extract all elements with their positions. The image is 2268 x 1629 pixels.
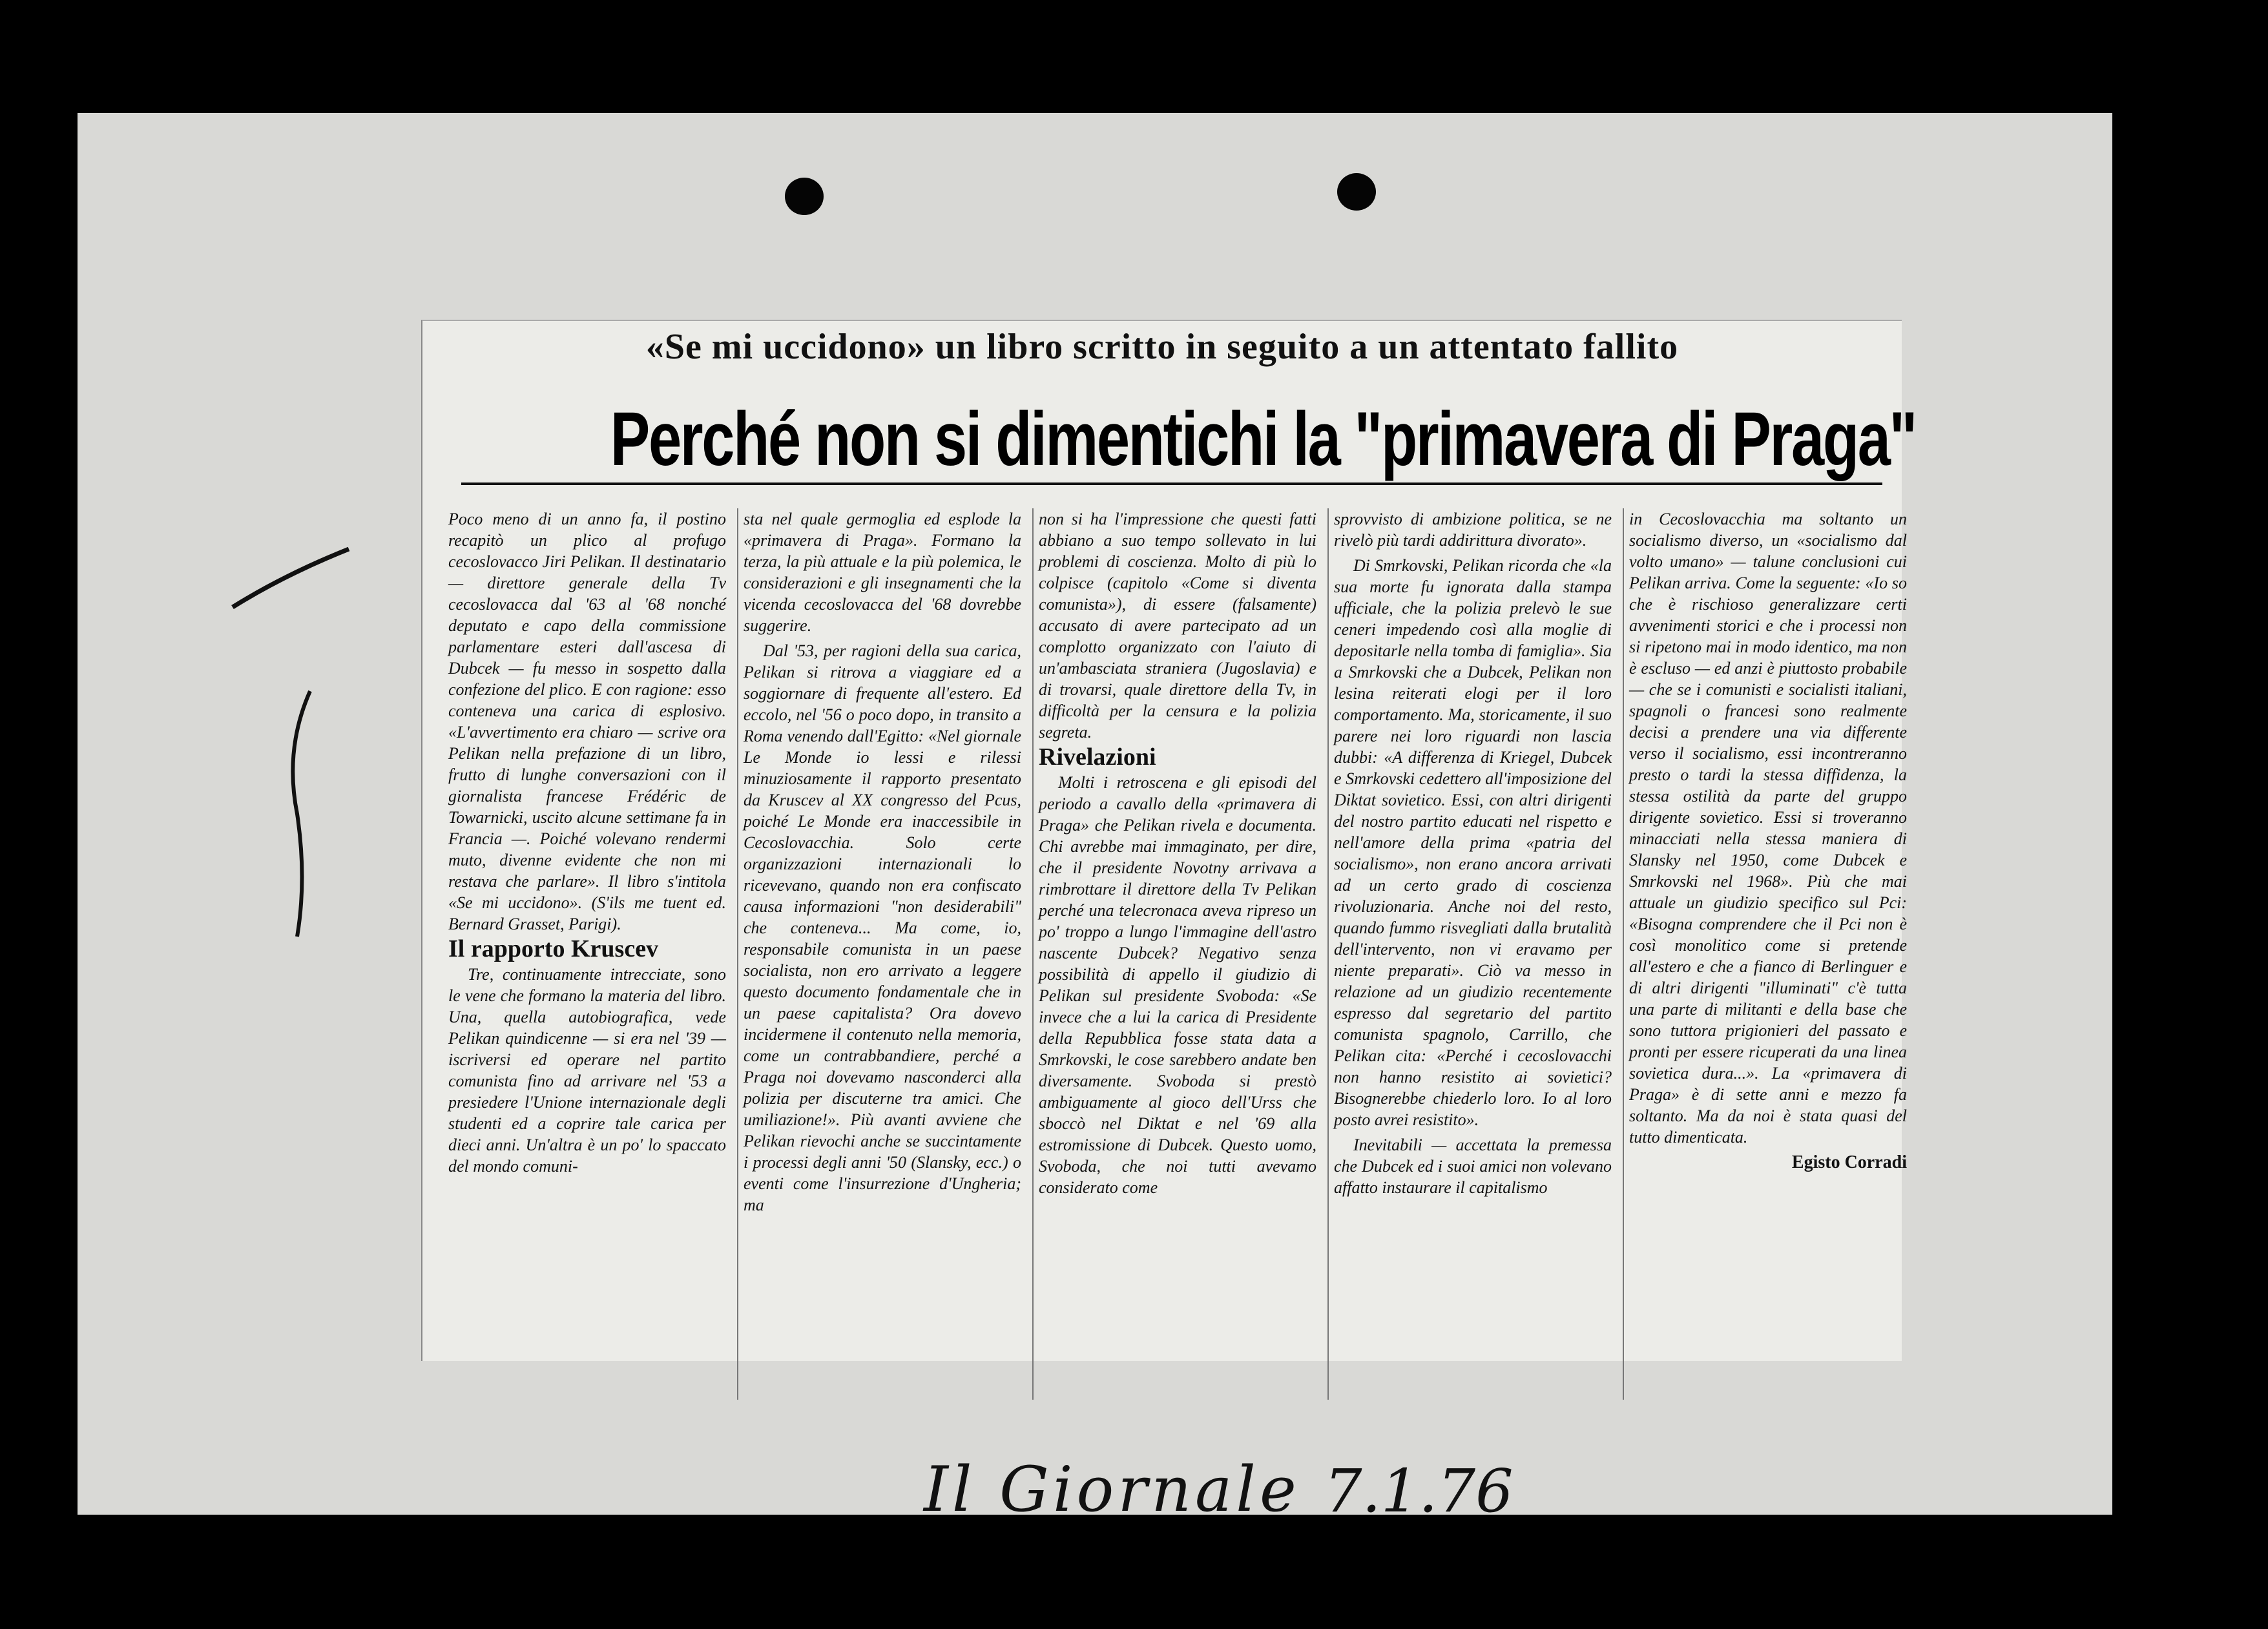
article-column-4 (1334, 508, 1612, 1202)
handwritten-date: 7.1.76 (1324, 1457, 1514, 1526)
article-column-1 (448, 508, 726, 1181)
subhead-rivelazioni: Rivelazioni (1039, 743, 1156, 771)
punch-hole-right (1337, 173, 1376, 211)
handwritten-source: Il Giornale (924, 1453, 1300, 1526)
article-headline: Perché non si dimentichi la "primavera di Praga" (610, 397, 1916, 482)
column-4-paragraph-3: Inevitabili — accettata la premessa che Dubcek ed i suoi amici non volevano affatto instaurare il capitalismo (1334, 1136, 1612, 1197)
column-divider-3 (1327, 508, 1329, 1400)
article-column-3 (1039, 508, 1316, 1202)
article-column-5 (1629, 508, 1907, 1177)
column-divider-1 (737, 508, 738, 1400)
column-2-paragraph-2: Dal '53, per ragioni della sua carica, Pelikan si ritrova a viaggiare ed a soggiornare di frequente all'estero. Ed eccolo, nel '56 o poco dopo, in transito a Roma venendo dall'Egitto: «Nel giornale Le Monde io lessi e rilessi minuziosamente il rapporto presentato da Kruscev al XX congresso del Pcus, poiché Le Monde era inaccessibile in Cecoslovacchia. Solo certe organizzazioni internazionali lo ricevevano, quando non era confiscato causa informazioni "non desiderabili" che conteneva... Ma come, io, responsabile comunista in un paese socialista, non ero arrivato a leggere questo documento fondamentale che in un paese capitalista? Ora dovevo incidermene il contenuto nella memoria, come un contrabbandiere, perché a Praga noi dovevamo nasconderci alla polizia per discuterne tra amici. Che umiliazione!». Più avanti avviene che Pelikan rievochi anche se succintamente i processi degli anni '50 (Slansky, ecc.) o eventi come l'insurrezione d'Ungheria; ma (744, 641, 1021, 1214)
column-5-paragraph-1: in Cecoslovacchia ma soltanto un socialismo diverso, un «socialismo dal volto umano» — talune conclusioni cui Pelikan arriva. Come la seguente: «Io so che è rischioso generalizzare certi avvenimenti storici e che i processi non si ripetono mai in modo identico, ma non è escluso — ed anzi è piuttosto probabile — che se i comunisti e socialisti italiani, spagnoli o francesi sono realmente decisi a prendere una via differente verso il socialismo, essi incontreranno presto o tardi la stessa diffidenza, la stessa ostilità da parte del gruppo dirigente sovietico. Essi si troveranno minacciati nella stessa maniera di Slansky nel 1950, come Dubcek e Smrkovski nel 1968». Più che mai attuale un giudizio specifico sul Pci: «Bisogna comprendere che il Pci non è così monolitico come si pretende all'estero e che a fianco di Berlinguer e di altri dirigenti "illuminati" c'è tutta una parte di militanti e della base che sono tuttora prigionieri del passato e pronti per essere ricuperati da una linea sovietica dura...». La «primavera di Praga» è di sette anni e mezzo fa soltanto. Ma da noi è stata quasi del tutto dimenticata. (1629, 510, 1907, 1147)
article-kicker: «Se mi uccidono» un libro scritto in seguito a un attentato fallito (645, 327, 1679, 367)
subhead-rapporto-kruscev: Il rapporto Kruscev (448, 935, 659, 962)
article-signature: Egisto Corradi (1791, 1152, 1907, 1172)
column-3-paragraph-1: non si ha l'impressione che questi fatti abbiano a suo tempo sollevato in lui problemi di coscienza. Molto di più lo colpisce (capitolo «Come si diventa comunista»), di essere (falsamente) accusato di avere partecipato ad un complotto organizzato con l'aiuto di un'ambasciata straniera (Jugoslavia) e di trovarsi, quale direttore della Tv, in difficoltà per la censura e la polizia segreta. (1039, 510, 1316, 742)
pencil-mark-left (220, 536, 362, 956)
column-4-paragraph-2: Di Smrkovski, Pelikan ricorda che «la sua morte fu ignorata dalla stampa ufficiale, che la polizia prelevò le sue ceneri impedendo così alla moglie di depositarle nella tomba di famiglia». Sia a Smrkovski che a Dubcek, Pelikan non lesina reiterati elogi per il loro comportamento. Ma, storicamente, il suo parere nei loro riguardi non lascia dubbi: «A differenza di Kriegel, Dubcek e Smrkovski cedettero all'imposizione del Diktat sovietico. Essi, con altri dirigenti del nostro partito educati nel rispetto e nell'amore della prima «patria del socialismo», non erano ancora arrivati ad un certo grado di coscienza rivoluzionaria. Anche noi del resto, quando fummo risvegliati dalla brutalità dell'intervento, non vi eravamo per niente preparati». Ciò va messo in relazione ad un giudizio recentemente espresso dal segretario del partito comunista spagnolo, Carrillo, che Pelikan cita: «Perché i cecoslovacchi non hanno resistito ai sovietici? Bisognerebbe chiederlo loro. Io al loro posto avrei resistito». (1334, 556, 1612, 1129)
column-divider-2 (1032, 508, 1034, 1400)
article-column-2 (744, 508, 1021, 1219)
column-1-paragraph-1: Poco meno di un anno fa, il postino recapitò un plico al profugo cecoslovacco Jiri Pelikan. Il destinatario — direttore generale della Tv cecoslovacca dal '63 al '68 nonché deputato e capo della commissione parlamentare esteri dall'ascesa di Dubcek — fu messo in sospetto dalla confezione del plico. E con ragione: esso conteneva una carica di esplosivo. «L'avvertimento era chiaro — scrive ora Pelikan nella prefazione di un libro, frutto di lunghe conversazioni con il giornalista francese Frédéric de Towarnicki, uscito alcune settimane fa in Francia —. Poiché volevano rendermi muto, divenne evidente che non mi restava che parlare». Il libro s'intitola «Se mi uccidono». (S'ils me tuent ed. Bernard Grasset, Parigi). (448, 510, 726, 933)
newspaper-clipping (421, 320, 1916, 1361)
headline-rule (461, 482, 1882, 485)
column-1-paragraph-2: Tre, continuamente intrecciate, sono le vene che formano la materia del libro. Una, quella autobiografica, vede Pelikan quindicenne — si era nel '39 — iscriversi ed operare nel partito comunista fino ad arrivare nel '53 a presiedere l'Unione internazionale degli studenti ed a coprire tale carica per dieci anni. Un'altra è un po' lo spaccato del mondo comuni- (448, 965, 726, 1176)
column-3-paragraph-2: Molti i retroscena e gli episodi del periodo a cavallo della «primavera di Praga» che Pelikan rivela e documenta. Chi avrebbe mai immaginato, per dire, che il presidente Novotny arrivava a rimbrottare il direttore della Tv Pelikan perché una telecronaca aveva ripreso un po' troppo a lungo l'immagine dell'astro nascente Dubcek? Negativo senza possibilità di appello il giudizio di Pelikan sul presidente Svoboda: «Se invece che a lui la carica di Presidente della Repubblica fosse stata data a Smrkovski, le cose sarebbero andate ben diversamente. Svoboda si prestò ambiguamente al gioco dell'Urss che sboccò nel Diktat e nel '69 alla estromissione di Dubcek. Questo uomo, Svoboda, che noi tutti avevamo considerato come (1039, 773, 1316, 1197)
column-4-paragraph-1: sprovvisto di ambizione politica, se ne rivelò più tardi addirittura divorato». (1334, 510, 1612, 550)
column-divider-4 (1623, 508, 1624, 1400)
column-2-paragraph-1: sta nel quale germoglia ed esplode la «primavera di Praga». Formano la terza, la più attuale e la più polemica, le considerazioni e gli insegnamenti che la vicenda cecoslovacca del '68 dovrebbe suggerire. (744, 510, 1021, 635)
punch-hole-left (785, 178, 824, 215)
